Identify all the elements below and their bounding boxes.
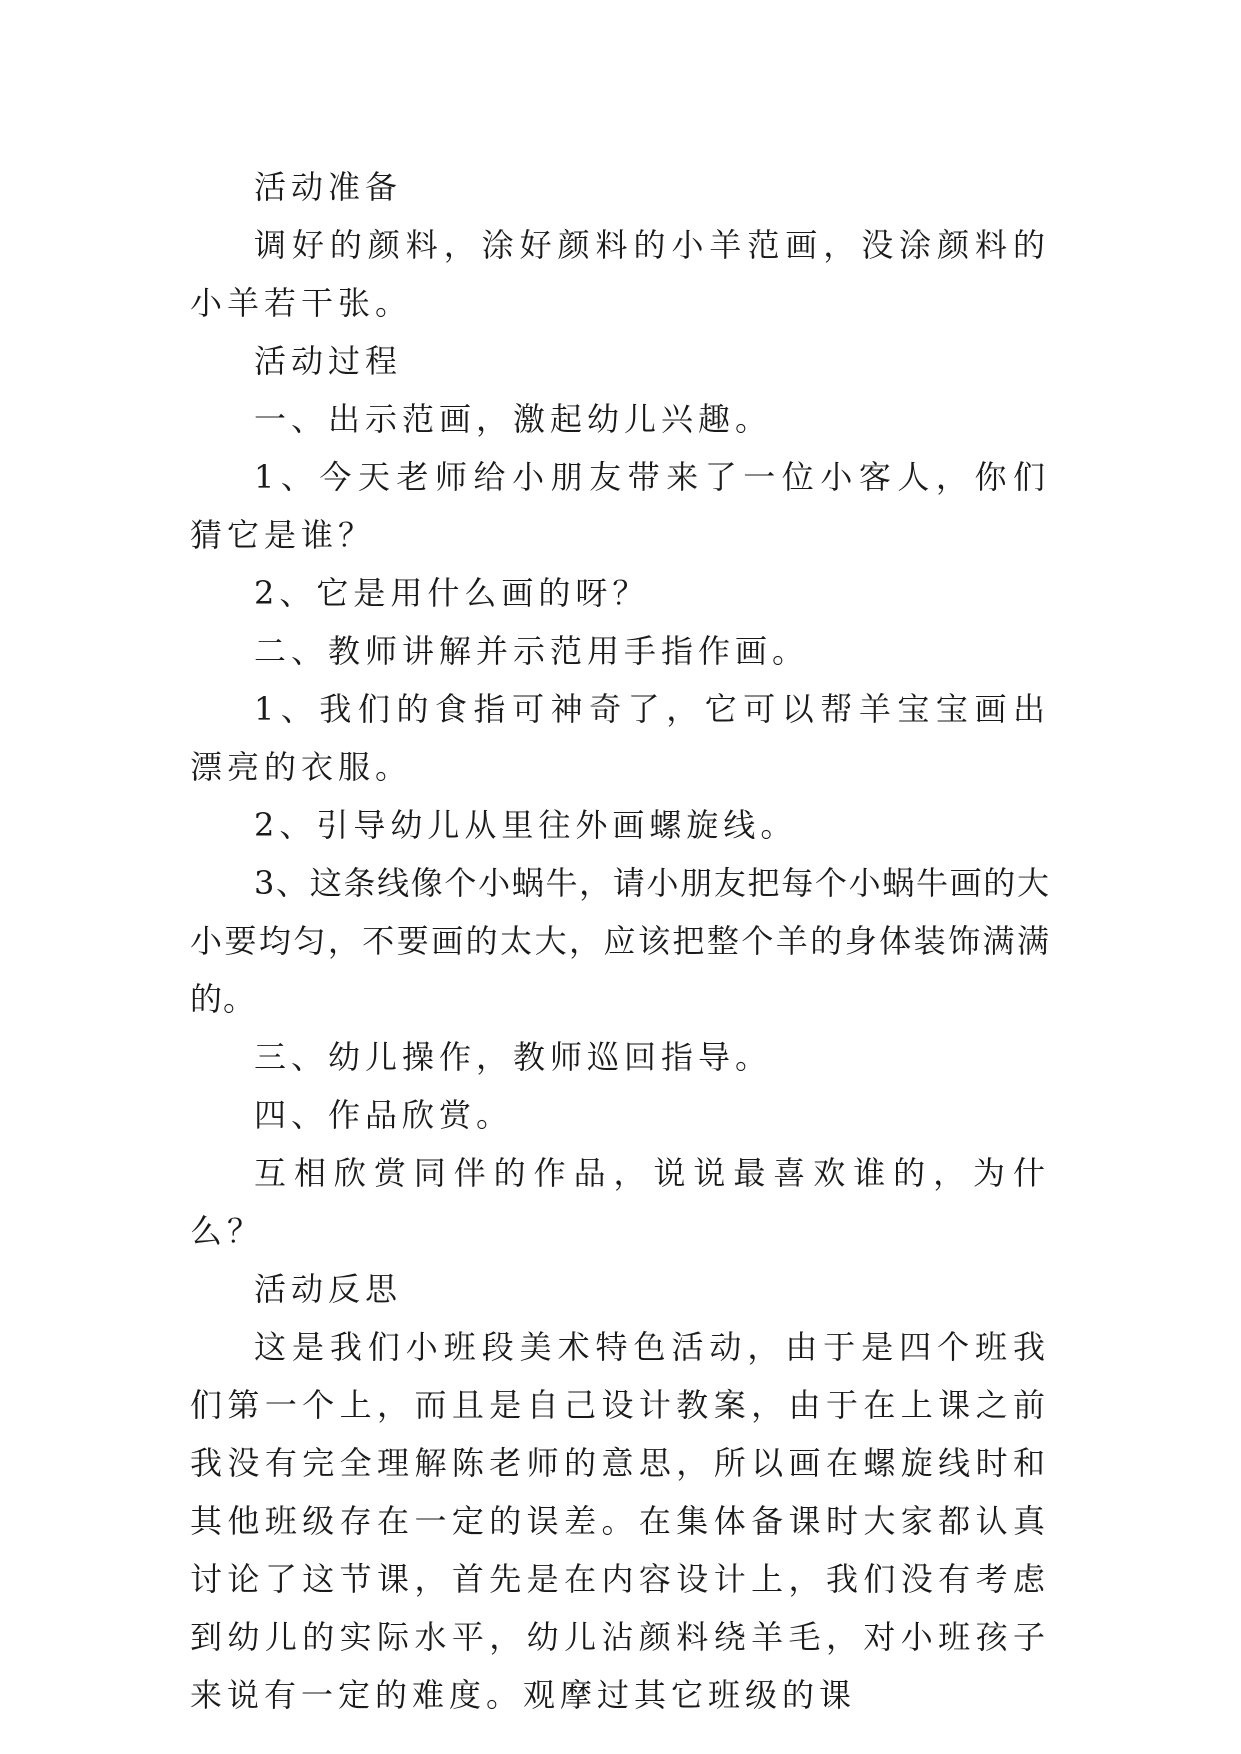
paragraph-reflection: 这是我们小班段美术特色活动，由于是四个班我们第一个上，而且是自己设计教案，由于在上课之前我没有完全理解陈老师的意思，所以画在螺旋线时和其他班级存在一定的误差。在集体备课时大家都认真讨论了这节课，首先是在内容设计上，我们没有考虑到幼儿的实际水平，幼儿沾颜料绕羊毛，对小班孩子来说有一定的难度。观摩过其它班级的课 <box>190 1328 1050 1714</box>
paragraph-appreciation: 互相欣赏同伴的作品，说说最喜欢谁的，为什么？ <box>190 1154 1050 1250</box>
step-heading-3: 三、幼儿操作，教师巡回指导。 <box>254 1038 773 1076</box>
list-item: 1、我们的食指可神奇了，它可以帮羊宝宝画出漂亮的衣服。 <box>190 690 1050 786</box>
step-heading-2: 二、教师讲解并示范用手指作画。 <box>254 632 810 670</box>
paragraph-materials: 调好的颜料，涂好颜料的小羊范画，没涂颜料的小羊若干张。 <box>190 226 1050 322</box>
list-item: 1、今天老师给小朋友带来了一位小客人，你们猜它是谁？ <box>190 458 1050 554</box>
section-heading-preparation: 活动准备 <box>254 168 403 206</box>
step-heading-4: 四、作品欣赏。 <box>254 1096 514 1134</box>
section-heading-reflection: 活动反思 <box>254 1270 403 1308</box>
document-body <box>190 158 1050 1724</box>
list-item: 3、这条线像个小蜗牛，请小朋友把每个小蜗牛画的大小要均匀，不要画的太大，应该把整个羊的身体装饰满满的。 <box>190 864 1050 1018</box>
section-heading-process: 活动过程 <box>254 342 403 380</box>
step-heading-1: 一、出示范画，激起幼儿兴趣。 <box>254 400 773 438</box>
list-item: 2、它是用什么画的呀？ <box>254 574 650 612</box>
list-item: 2、引导幼儿从里往外画螺旋线。 <box>254 806 798 844</box>
